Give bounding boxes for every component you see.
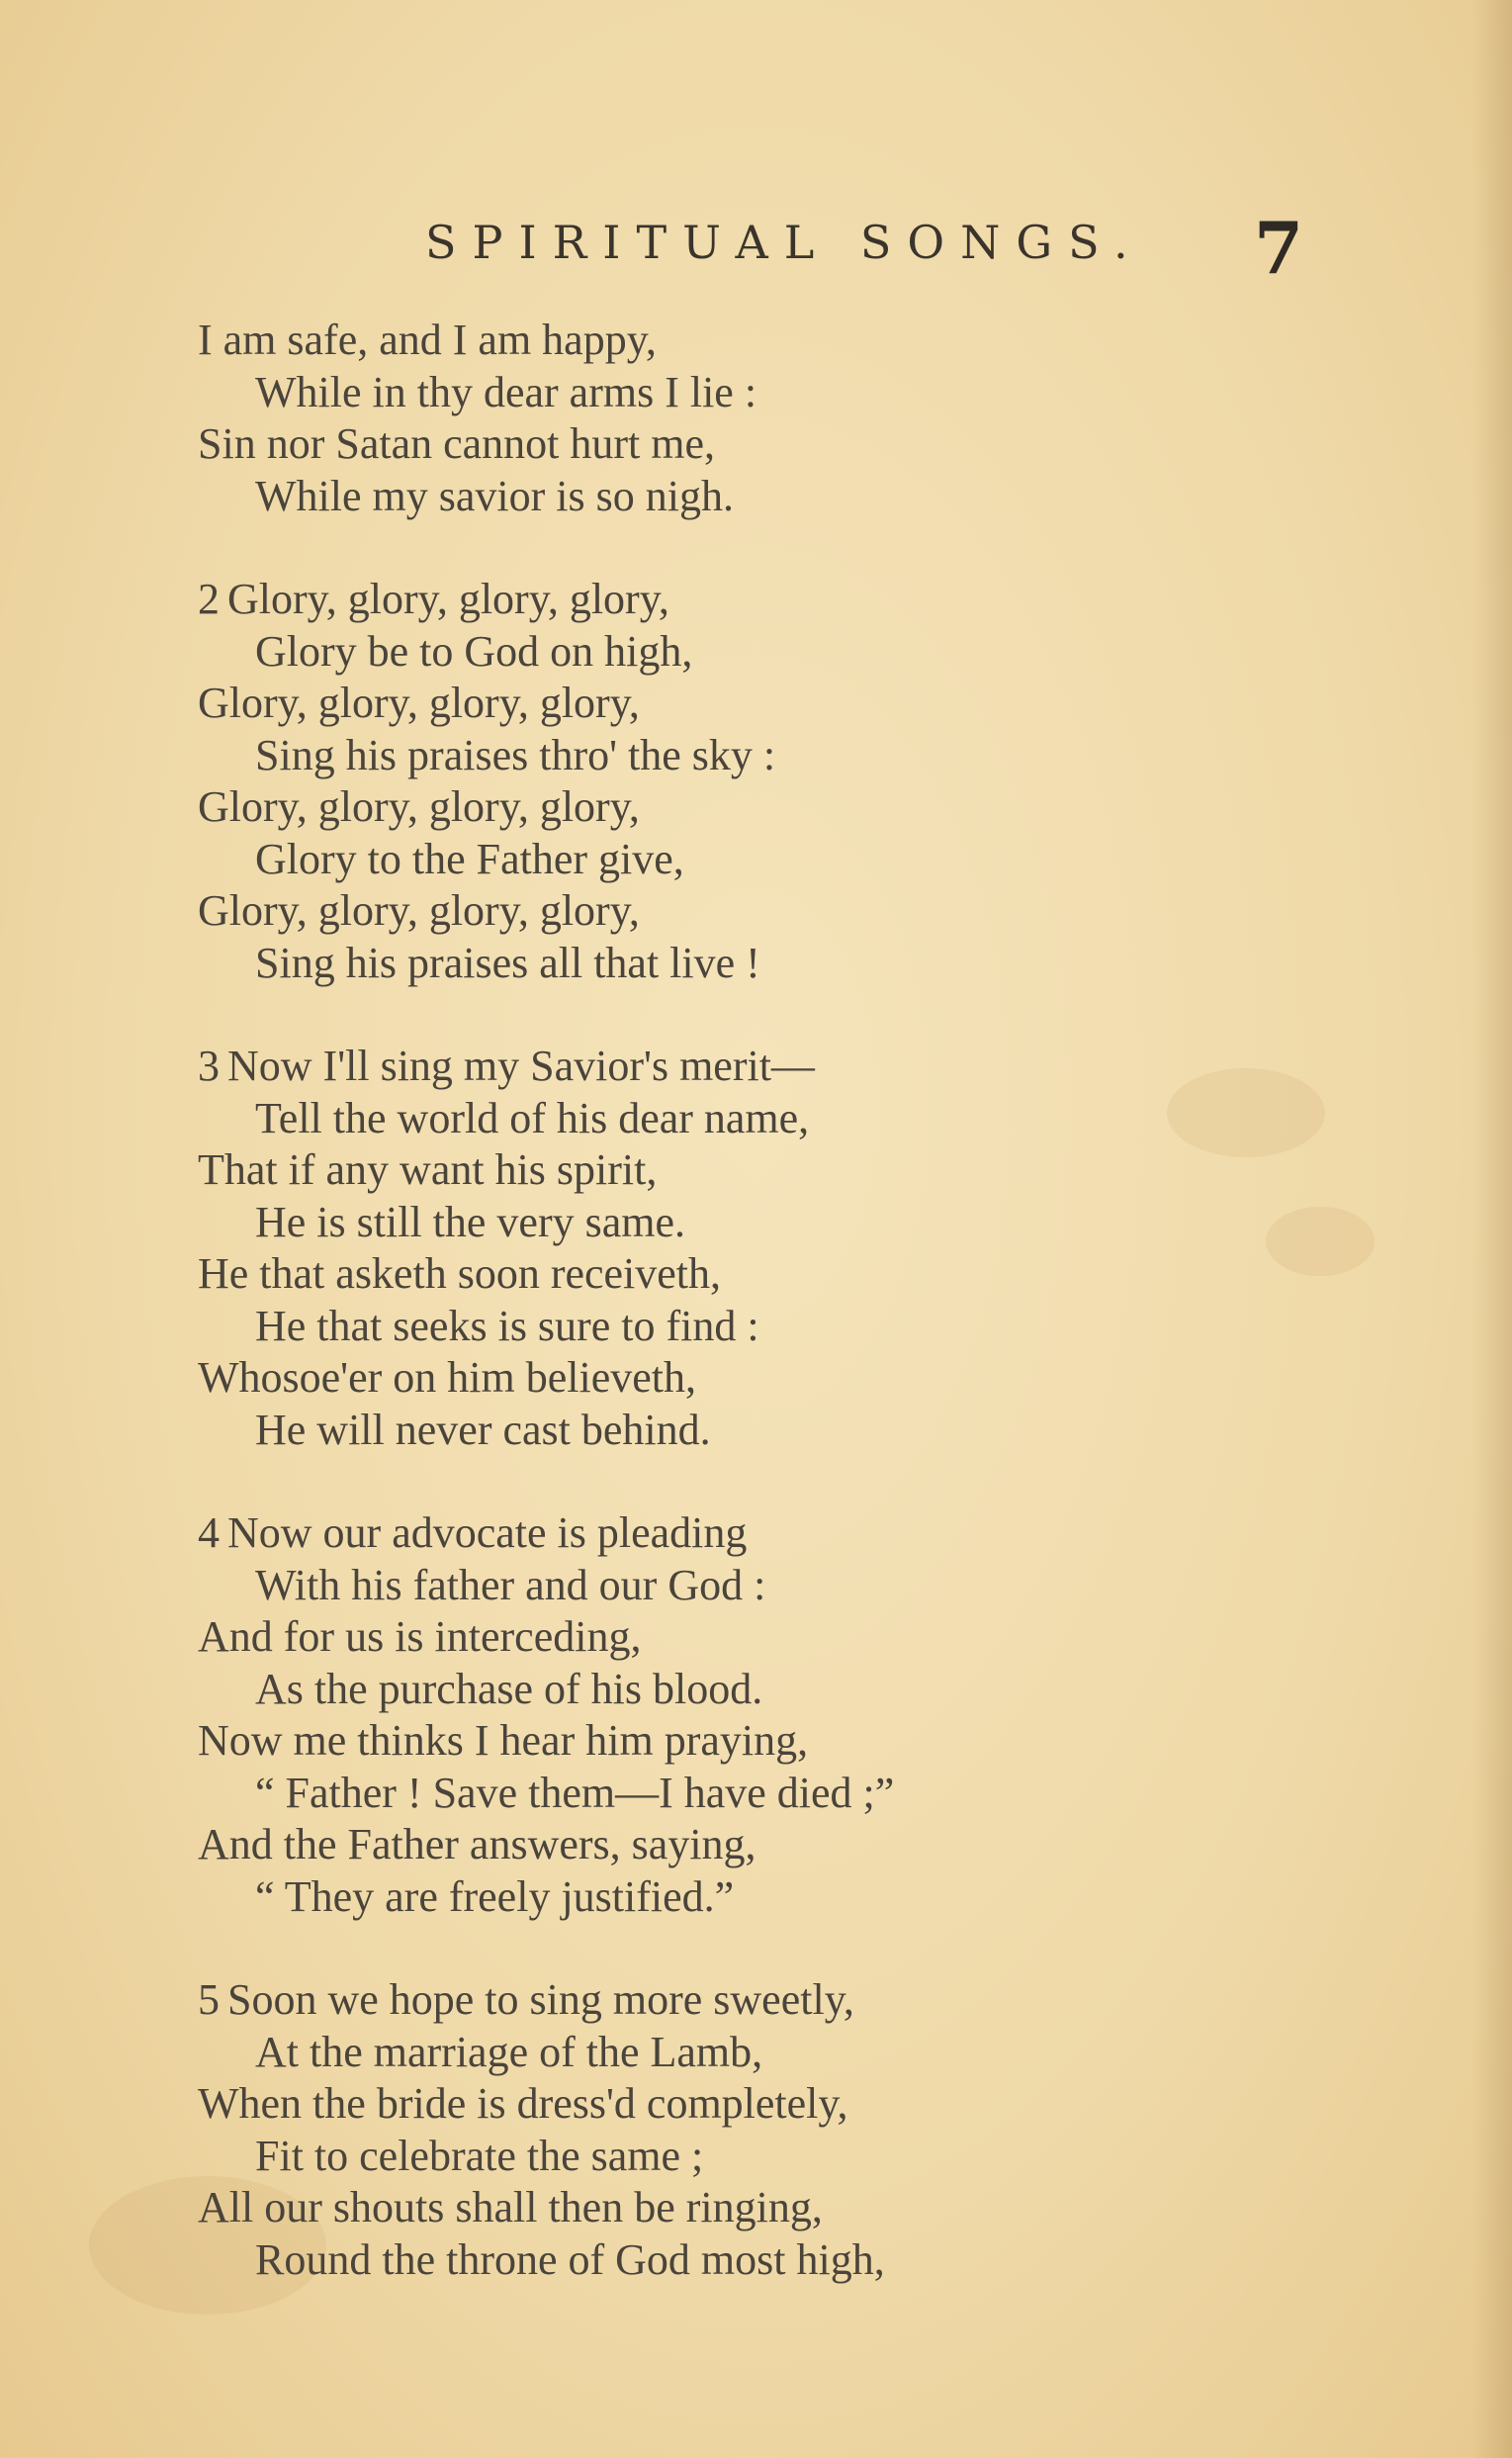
- verse-line-text: “ They are freely justified.”: [255, 1871, 735, 1921]
- verse-line: [198, 626, 1315, 679]
- poem-body: [198, 315, 1315, 2337]
- verse-line-text: Whosoe'er on him believeth,: [198, 1353, 697, 1402]
- verse-line-text: Glory be to God on high,: [255, 626, 693, 676]
- verse-line-text: Sing his praises thro' the sky :: [255, 730, 776, 779]
- verse-line-text: When the bride is dress'd completely,: [198, 2079, 848, 2128]
- verse-line: [198, 938, 1315, 990]
- verse-line-text: All our shouts shall then be ringing,: [198, 2183, 823, 2231]
- verse-line: [198, 471, 1315, 523]
- verse-line: [198, 1819, 1315, 1871]
- verse-line: [198, 1664, 1315, 1716]
- verse-line: [198, 730, 1315, 782]
- verse-line: [198, 2131, 1315, 2183]
- verse-line: [198, 1405, 1315, 1457]
- verse-line-text: He that seeks is sure to find :: [255, 1301, 759, 1350]
- verse-line-text: While my savior is so nigh.: [255, 471, 734, 520]
- verse-line-text: Glory, glory, glory, glory,: [198, 679, 640, 727]
- verse-line: [198, 834, 1315, 886]
- verse-line: [198, 418, 1315, 471]
- verse-line-text: Glory, glory, glory, glory,: [198, 886, 640, 935]
- verse-line-text: And for us is interceding,: [198, 1612, 642, 1661]
- verse-line-text: And the Father answers, saying,: [198, 1820, 756, 1868]
- verse-line: [198, 1144, 1315, 1197]
- verse-line: [198, 1560, 1315, 1612]
- verse-line-text: Now I'll sing my Savior's merit—: [227, 1042, 815, 1090]
- verse-line-text: Now our advocate is pleading: [227, 1508, 748, 1557]
- verse-line-text: I am safe, and I am happy,: [198, 316, 657, 364]
- stanza-number: 2: [198, 575, 220, 623]
- verse-line-text: Fit to celebrate the same ;: [255, 2131, 704, 2180]
- verse-line: [198, 1611, 1315, 1664]
- verse-line: [198, 1974, 1315, 2027]
- verse-line-text: Glory, glory, glory, glory,: [198, 782, 640, 831]
- page-number: 7: [1254, 206, 1304, 290]
- verse-line: [198, 1352, 1315, 1405]
- verse-line-text: Sin nor Satan cannot hurt me,: [198, 419, 716, 468]
- verse-line: [198, 1197, 1315, 1249]
- verse-line: [198, 1715, 1315, 1768]
- verse-line-text: “ Father ! Save them—I have died ;”: [255, 1768, 895, 1817]
- verse-line: [198, 1507, 1315, 1560]
- verse-line-text: With his father and our God :: [255, 1560, 766, 1609]
- verse-line-text: He will never cast behind.: [255, 1405, 711, 1454]
- stanza-number: 3: [198, 1042, 220, 1090]
- stanza: [198, 1041, 1315, 1456]
- verse-line: [198, 2234, 1315, 2287]
- verse-line: [198, 885, 1315, 938]
- verse-line: [198, 2078, 1315, 2131]
- verse-line-text: As the purchase of his blood.: [255, 1664, 763, 1713]
- verse-line: [198, 2182, 1315, 2234]
- verse-line: [198, 678, 1315, 730]
- verse-line: [198, 1041, 1315, 1093]
- verse-line-text: That if any want his spirit,: [198, 1145, 658, 1194]
- stanza: [198, 315, 1315, 522]
- page-header: [0, 206, 1512, 295]
- stanza-number: 5: [198, 1975, 220, 2024]
- verse-line-text: Glory to the Father give,: [255, 834, 684, 883]
- verse-line-text: Soon we hope to sing more sweetly,: [227, 1975, 854, 2024]
- verse-line: [198, 574, 1315, 626]
- verse-line-text: Round the throne of God most high,: [255, 2234, 885, 2284]
- verse-line-text: Sing his praises all that live !: [255, 938, 760, 987]
- verse-line-text: Glory, glory, glory, glory,: [227, 575, 669, 623]
- running-head: SPIRITUAL SONGS.: [425, 216, 1144, 269]
- verse-line: [198, 1248, 1315, 1301]
- verse-line: [198, 1768, 1315, 1820]
- verse-line: [198, 1871, 1315, 1924]
- verse-line-text: He is still the very same.: [255, 1197, 686, 1246]
- stanza: [198, 1507, 1315, 1923]
- verse-line: [198, 1093, 1315, 1145]
- stanza: [198, 1974, 1315, 2286]
- verse-line-text: While in thy dear arms I lie :: [255, 367, 757, 416]
- verse-line: [198, 2027, 1315, 2079]
- stanza-number: 4: [198, 1508, 220, 1557]
- page-edge-shadow: [1472, 0, 1512, 2458]
- verse-line: [198, 781, 1315, 834]
- verse-line-text: At the marriage of the Lamb,: [255, 2027, 763, 2076]
- verse-line-text: Tell the world of his dear name,: [255, 1093, 810, 1142]
- verse-line: [198, 367, 1315, 419]
- verse-line: [198, 1301, 1315, 1353]
- stanza: [198, 574, 1315, 989]
- verse-line-text: He that asketh soon receiveth,: [198, 1249, 722, 1298]
- verse-line: [198, 315, 1315, 367]
- verse-line-text: Now me thinks I hear him praying,: [198, 1716, 809, 1765]
